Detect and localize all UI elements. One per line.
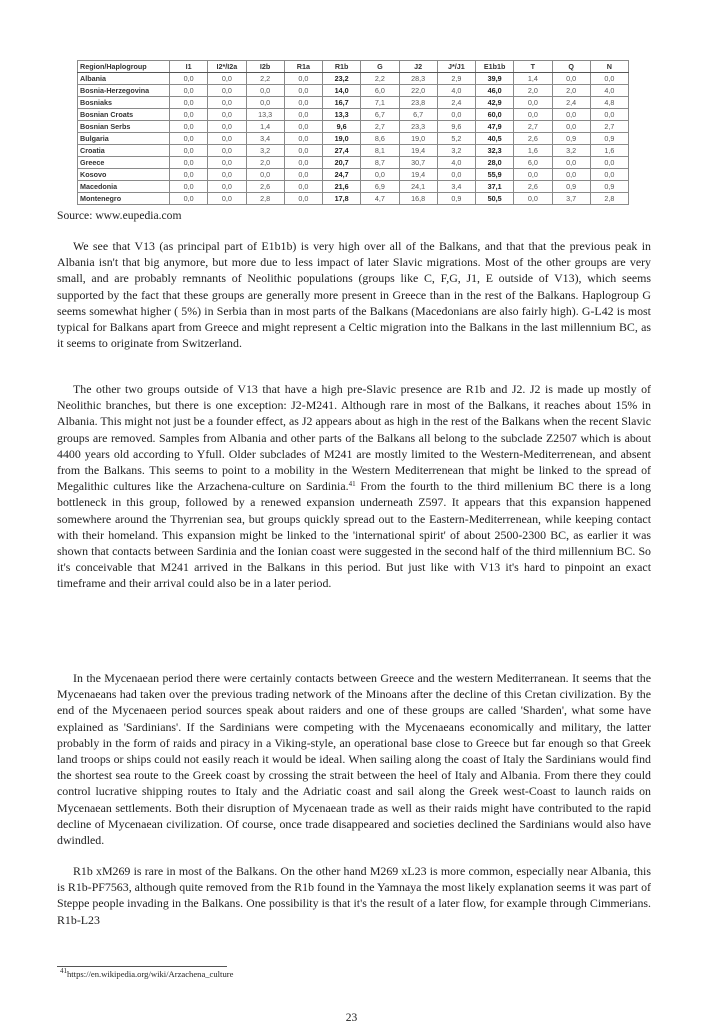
value-cell: 0,0 [246, 97, 284, 109]
paragraph-text: The other two groups outside of V13 that have a high pre-Slavic presence are R1b and J2. J2 is made up mostly of Neolithic branches, but there is one exception: J2-M241. Although rare in most of the Balkans, it reaches about 15% in Albania. This might not just be a founder effect, as J2 appears about as high in the rest of the Balkans when the recent Slavic groups are removed. Samples from Albania and other parts of the Balkans all belong to the subclade Z2507 which is about 4400 years old according to Yfull. Older subclades of M241 are mostly limited to the Western-Mediterrenean, and absent from the Balkans. This seems to point to a mobility in the Western Mediterrenean that might be linked to the spread of Megalithic cultures like the Arzachena-culture on Sardinia. [57, 382, 651, 494]
footnote-reference[interactable]: 41 [348, 480, 356, 489]
value-cell: 0,0 [208, 181, 246, 193]
value-cell: 0,0 [208, 73, 246, 85]
table-row [78, 181, 629, 193]
value-cell: 0,0 [284, 97, 322, 109]
value-cell: 0,0 [361, 169, 399, 181]
value-cell: 6,9 [361, 181, 399, 193]
value-cell: 28,3 [399, 73, 437, 85]
value-cell: 2,0 [552, 85, 590, 97]
value-cell: 19,0 [399, 133, 437, 145]
table-row [78, 97, 629, 109]
value-cell: 0,0 [514, 97, 552, 109]
value-cell: 3,4 [437, 181, 475, 193]
value-cell: 0,0 [590, 109, 628, 121]
value-cell: 2,4 [437, 97, 475, 109]
column-header: R1b [323, 61, 361, 73]
value-cell: 46,0 [476, 85, 514, 97]
value-cell: 2,6 [514, 181, 552, 193]
value-cell: 3,2 [246, 145, 284, 157]
value-cell: 6,7 [399, 109, 437, 121]
value-cell: 0,0 [552, 169, 590, 181]
value-cell: 0,9 [590, 181, 628, 193]
value-cell: 0,0 [284, 157, 322, 169]
value-cell: 0,0 [284, 73, 322, 85]
region-cell: Bosnian Croats [78, 109, 170, 121]
value-cell: 42,9 [476, 97, 514, 109]
value-cell: 37,1 [476, 181, 514, 193]
region-cell: Bosnia-Herzegovina [78, 85, 170, 97]
value-cell: 17,8 [323, 193, 361, 205]
value-cell: 0,0 [437, 169, 475, 181]
value-cell: 0,0 [284, 121, 322, 133]
value-cell: 28,0 [476, 157, 514, 169]
value-cell: 0,0 [208, 121, 246, 133]
column-header: Q [552, 61, 590, 73]
value-cell: 0,0 [170, 109, 208, 121]
value-cell: 14,0 [323, 85, 361, 97]
table-row [78, 73, 629, 85]
value-cell: 2,6 [514, 133, 552, 145]
value-cell: 0,0 [170, 85, 208, 97]
value-cell: 6,0 [361, 85, 399, 97]
column-header: T [514, 61, 552, 73]
value-cell: 60,0 [476, 109, 514, 121]
value-cell: 2,7 [514, 121, 552, 133]
column-header: R1a [284, 61, 322, 73]
value-cell: 23,8 [399, 97, 437, 109]
table-source-caption: Source: www.eupedia.com [57, 209, 182, 222]
value-cell: 0,0 [246, 169, 284, 181]
value-cell: 0,0 [590, 73, 628, 85]
value-cell: 0,0 [170, 73, 208, 85]
table-row [78, 109, 629, 121]
value-cell: 23,3 [399, 121, 437, 133]
footnote-mark: 41 [60, 967, 67, 975]
value-cell: 2,4 [552, 97, 590, 109]
value-cell: 4,8 [590, 97, 628, 109]
value-cell: 2,8 [590, 193, 628, 205]
value-cell: 2,7 [361, 121, 399, 133]
table-row [78, 121, 629, 133]
value-cell: 3,7 [552, 193, 590, 205]
column-header: G [361, 61, 399, 73]
value-cell: 9,6 [437, 121, 475, 133]
value-cell: 6,7 [361, 109, 399, 121]
value-cell: 0,0 [246, 85, 284, 97]
value-cell: 1,6 [590, 145, 628, 157]
value-cell: 0,0 [514, 109, 552, 121]
value-cell: 0,0 [208, 169, 246, 181]
value-cell: 3,4 [246, 133, 284, 145]
column-header: N [590, 61, 628, 73]
value-cell: 2,2 [246, 73, 284, 85]
value-cell: 1,4 [514, 73, 552, 85]
value-cell: 3,2 [552, 145, 590, 157]
region-cell: Greece [78, 157, 170, 169]
value-cell: 4,0 [590, 85, 628, 97]
value-cell: 0,0 [552, 73, 590, 85]
region-cell: Albania [78, 73, 170, 85]
region-cell: Bosniaks [78, 97, 170, 109]
value-cell: 22,0 [399, 85, 437, 97]
value-cell: 0,0 [514, 193, 552, 205]
value-cell: 0,9 [552, 133, 590, 145]
value-cell: 0,0 [284, 145, 322, 157]
value-cell: 2,9 [437, 73, 475, 85]
value-cell: 0,0 [284, 109, 322, 121]
value-cell: 39,9 [476, 73, 514, 85]
value-cell: 55,9 [476, 169, 514, 181]
value-cell: 6,0 [514, 157, 552, 169]
value-cell: 1,6 [514, 145, 552, 157]
value-cell: 0,0 [284, 181, 322, 193]
table-header-row [78, 61, 629, 73]
value-cell: 0,0 [284, 169, 322, 181]
value-cell: 0,0 [284, 193, 322, 205]
column-header: I2b [246, 61, 284, 73]
value-cell: 0,0 [208, 133, 246, 145]
value-cell: 2,2 [361, 73, 399, 85]
value-cell: 0,0 [514, 169, 552, 181]
value-cell: 0,0 [208, 109, 246, 121]
value-cell: 0,0 [170, 145, 208, 157]
region-cell: Montenegro [78, 193, 170, 205]
value-cell: 7,1 [361, 97, 399, 109]
value-cell: 0,0 [208, 85, 246, 97]
region-cell: Croatia [78, 145, 170, 157]
paragraph [57, 381, 651, 592]
value-cell: 16,8 [399, 193, 437, 205]
value-cell: 50,5 [476, 193, 514, 205]
haplogroup-table [77, 60, 629, 205]
value-cell: 0,0 [170, 169, 208, 181]
value-cell: 0,0 [208, 157, 246, 169]
value-cell: 3,2 [437, 145, 475, 157]
value-cell: 4,0 [437, 157, 475, 169]
value-cell: 8,1 [361, 145, 399, 157]
value-cell: 0,0 [552, 109, 590, 121]
value-cell: 4,7 [361, 193, 399, 205]
value-cell: 8,7 [361, 157, 399, 169]
value-cell: 0,0 [590, 169, 628, 181]
value-cell: 32,3 [476, 145, 514, 157]
value-cell: 24,7 [323, 169, 361, 181]
value-cell: 40,5 [476, 133, 514, 145]
column-header: E1b1b [476, 61, 514, 73]
region-cell: Bulgaria [78, 133, 170, 145]
value-cell: 0,0 [170, 133, 208, 145]
value-cell: 2,6 [246, 181, 284, 193]
value-cell: 20,7 [323, 157, 361, 169]
footnote-divider [57, 966, 227, 967]
value-cell: 1,4 [246, 121, 284, 133]
region-cell: Macedonia [78, 181, 170, 193]
value-cell: 0,9 [437, 193, 475, 205]
region-cell: Kosovo [78, 169, 170, 181]
column-header: I2*/I2a [208, 61, 246, 73]
column-header: J*/J1 [437, 61, 475, 73]
column-header: Region/Haplogroup [78, 61, 170, 73]
value-cell: 0,9 [590, 133, 628, 145]
value-cell: 0,0 [170, 181, 208, 193]
value-cell: 2,8 [246, 193, 284, 205]
value-cell: 0,0 [552, 157, 590, 169]
table-row [78, 157, 629, 169]
value-cell: 9,6 [323, 121, 361, 133]
value-cell: 0,0 [208, 97, 246, 109]
value-cell: 5,2 [437, 133, 475, 145]
footnote [60, 969, 233, 979]
value-cell: 2,0 [246, 157, 284, 169]
value-cell: 0,9 [552, 181, 590, 193]
value-cell: 0,0 [170, 193, 208, 205]
value-cell: 24,1 [399, 181, 437, 193]
value-cell: 0,0 [552, 121, 590, 133]
value-cell: 19,4 [399, 169, 437, 181]
value-cell: 47,9 [476, 121, 514, 133]
region-cell: Bosnian Serbs [78, 121, 170, 133]
column-header: I1 [170, 61, 208, 73]
value-cell: 13,3 [246, 109, 284, 121]
value-cell: 19,0 [323, 133, 361, 145]
table-row [78, 145, 629, 157]
column-header: J2 [399, 61, 437, 73]
value-cell: 0,0 [208, 145, 246, 157]
value-cell: 0,0 [437, 109, 475, 121]
value-cell: 21,6 [323, 181, 361, 193]
value-cell: 0,0 [170, 157, 208, 169]
value-cell: 0,0 [284, 85, 322, 97]
value-cell: 16,7 [323, 97, 361, 109]
table-row [78, 193, 629, 205]
table-row [78, 169, 629, 181]
paragraph: In the Mycenaean period there were certainly contacts between Greece and the western Mediterranean. It seems that the Mycenaeans had taken over the previous trading network of the Minoans after the decline of this Cretan civilization. By the end of the Mycenaeen period sources speak about raiders and one of these groups are called 'Sharden', what some have explained as 'Sardinians'. If the Sardinians were competing with the Mycenaeans economically and military, the latter probably in the form of raids and piracy in a Viking-style, an operational base close to Greece but far enough so that Greek land troops or ships could not easily reach it would be ideal. When sailing along the coast of Italy the Sardinians would find the shortest sea route to the Greek coast by crossing the strait between the heel of Italy and Albania. From there they could control lucrative shipping routes to Italy and the Adriatic coast and sail along the Greek west-Coast to launch raids on Mycenaean settlements. Both their disruption of Mycenaean trade as well as their raids might have contributed to the rapid decline of Mycenaean civilization. Of course, once trade disappeared and societies declined the Sardinians would also have dwindled. [57, 671, 651, 848]
value-cell: 13,3 [323, 109, 361, 121]
value-cell: 27,4 [323, 145, 361, 157]
page-number: 23 [345, 1012, 358, 1024]
value-cell: 2,0 [514, 85, 552, 97]
value-cell: 30,7 [399, 157, 437, 169]
value-cell: 0,0 [590, 157, 628, 169]
value-cell: 19,4 [399, 145, 437, 157]
value-cell: 23,2 [323, 73, 361, 85]
table-row [78, 133, 629, 145]
paragraph: R1b xM269 is rare in most of the Balkans. On the other hand M269 xL23 is more common, especially near Albania, this is R1b-PF7563, although quite removed from the R1b found in the Yamnaya the most likely explanation seems it was part of Steppe people invading in the Balkans. One possibility is that it's the result of a later flow, for example through Cimmerians. R1b-L23 [57, 864, 651, 927]
footnote-link[interactable]: https://en.wikipedia.org/wiki/Arzachena_culture [67, 969, 234, 979]
paragraph: We see that V13 (as principal part of E1b1b) is very high over all of the Balkans, and that that the previous peak in Albania isn't that big anymore, but more due to less impact of later Slavic migrations. Most of the other groups are very small, and are probably remnants of Neolithic populations (groups like C, F,G, J1, E outside of V13), which seems supported by the fact that these groups are generally more present in Greece than in the rest of the Balkans. Haplogroup G seems somewhat higher ( 5%) in Serbia than in most parts of the Balkans (Macedonians are also fairly high). G-L42 is most typical for Balkans apart from Greece and might represent a Celtic migration into the Balkans in the last millennium BC, as it seems to originate from Switzerland. [57, 239, 651, 351]
value-cell: 8,6 [361, 133, 399, 145]
table-body [78, 73, 629, 205]
value-cell: 2,7 [590, 121, 628, 133]
value-cell: 0,0 [170, 121, 208, 133]
value-cell: 0,0 [208, 193, 246, 205]
paragraph-text: From the fourth to the third millenium BC there is a long bottleneck in this group, followed by a renewed expansion underneath Z597. It appears that this expansion happened somewhere around the Thyrrenian sea, but groups quickly spread out to the Eastern-Mediterrenean, while keeping contact with their homeland. This expansion might be linked to the 'international spirit' of about 2500-2300 BC, as earlier it was shown that contacts between Sardinia and the Ionian coast were suggested in the second half of the third millennium BC. So it's conceivable that M241 arrived in the Balkans in this period. But just like with V13 it's hard to pinpoint an exact timeframe and their arrival could also be in a later period. [57, 479, 651, 591]
value-cell: 4,0 [437, 85, 475, 97]
table-row [78, 85, 629, 97]
value-cell: 0,0 [170, 97, 208, 109]
value-cell: 0,0 [284, 133, 322, 145]
